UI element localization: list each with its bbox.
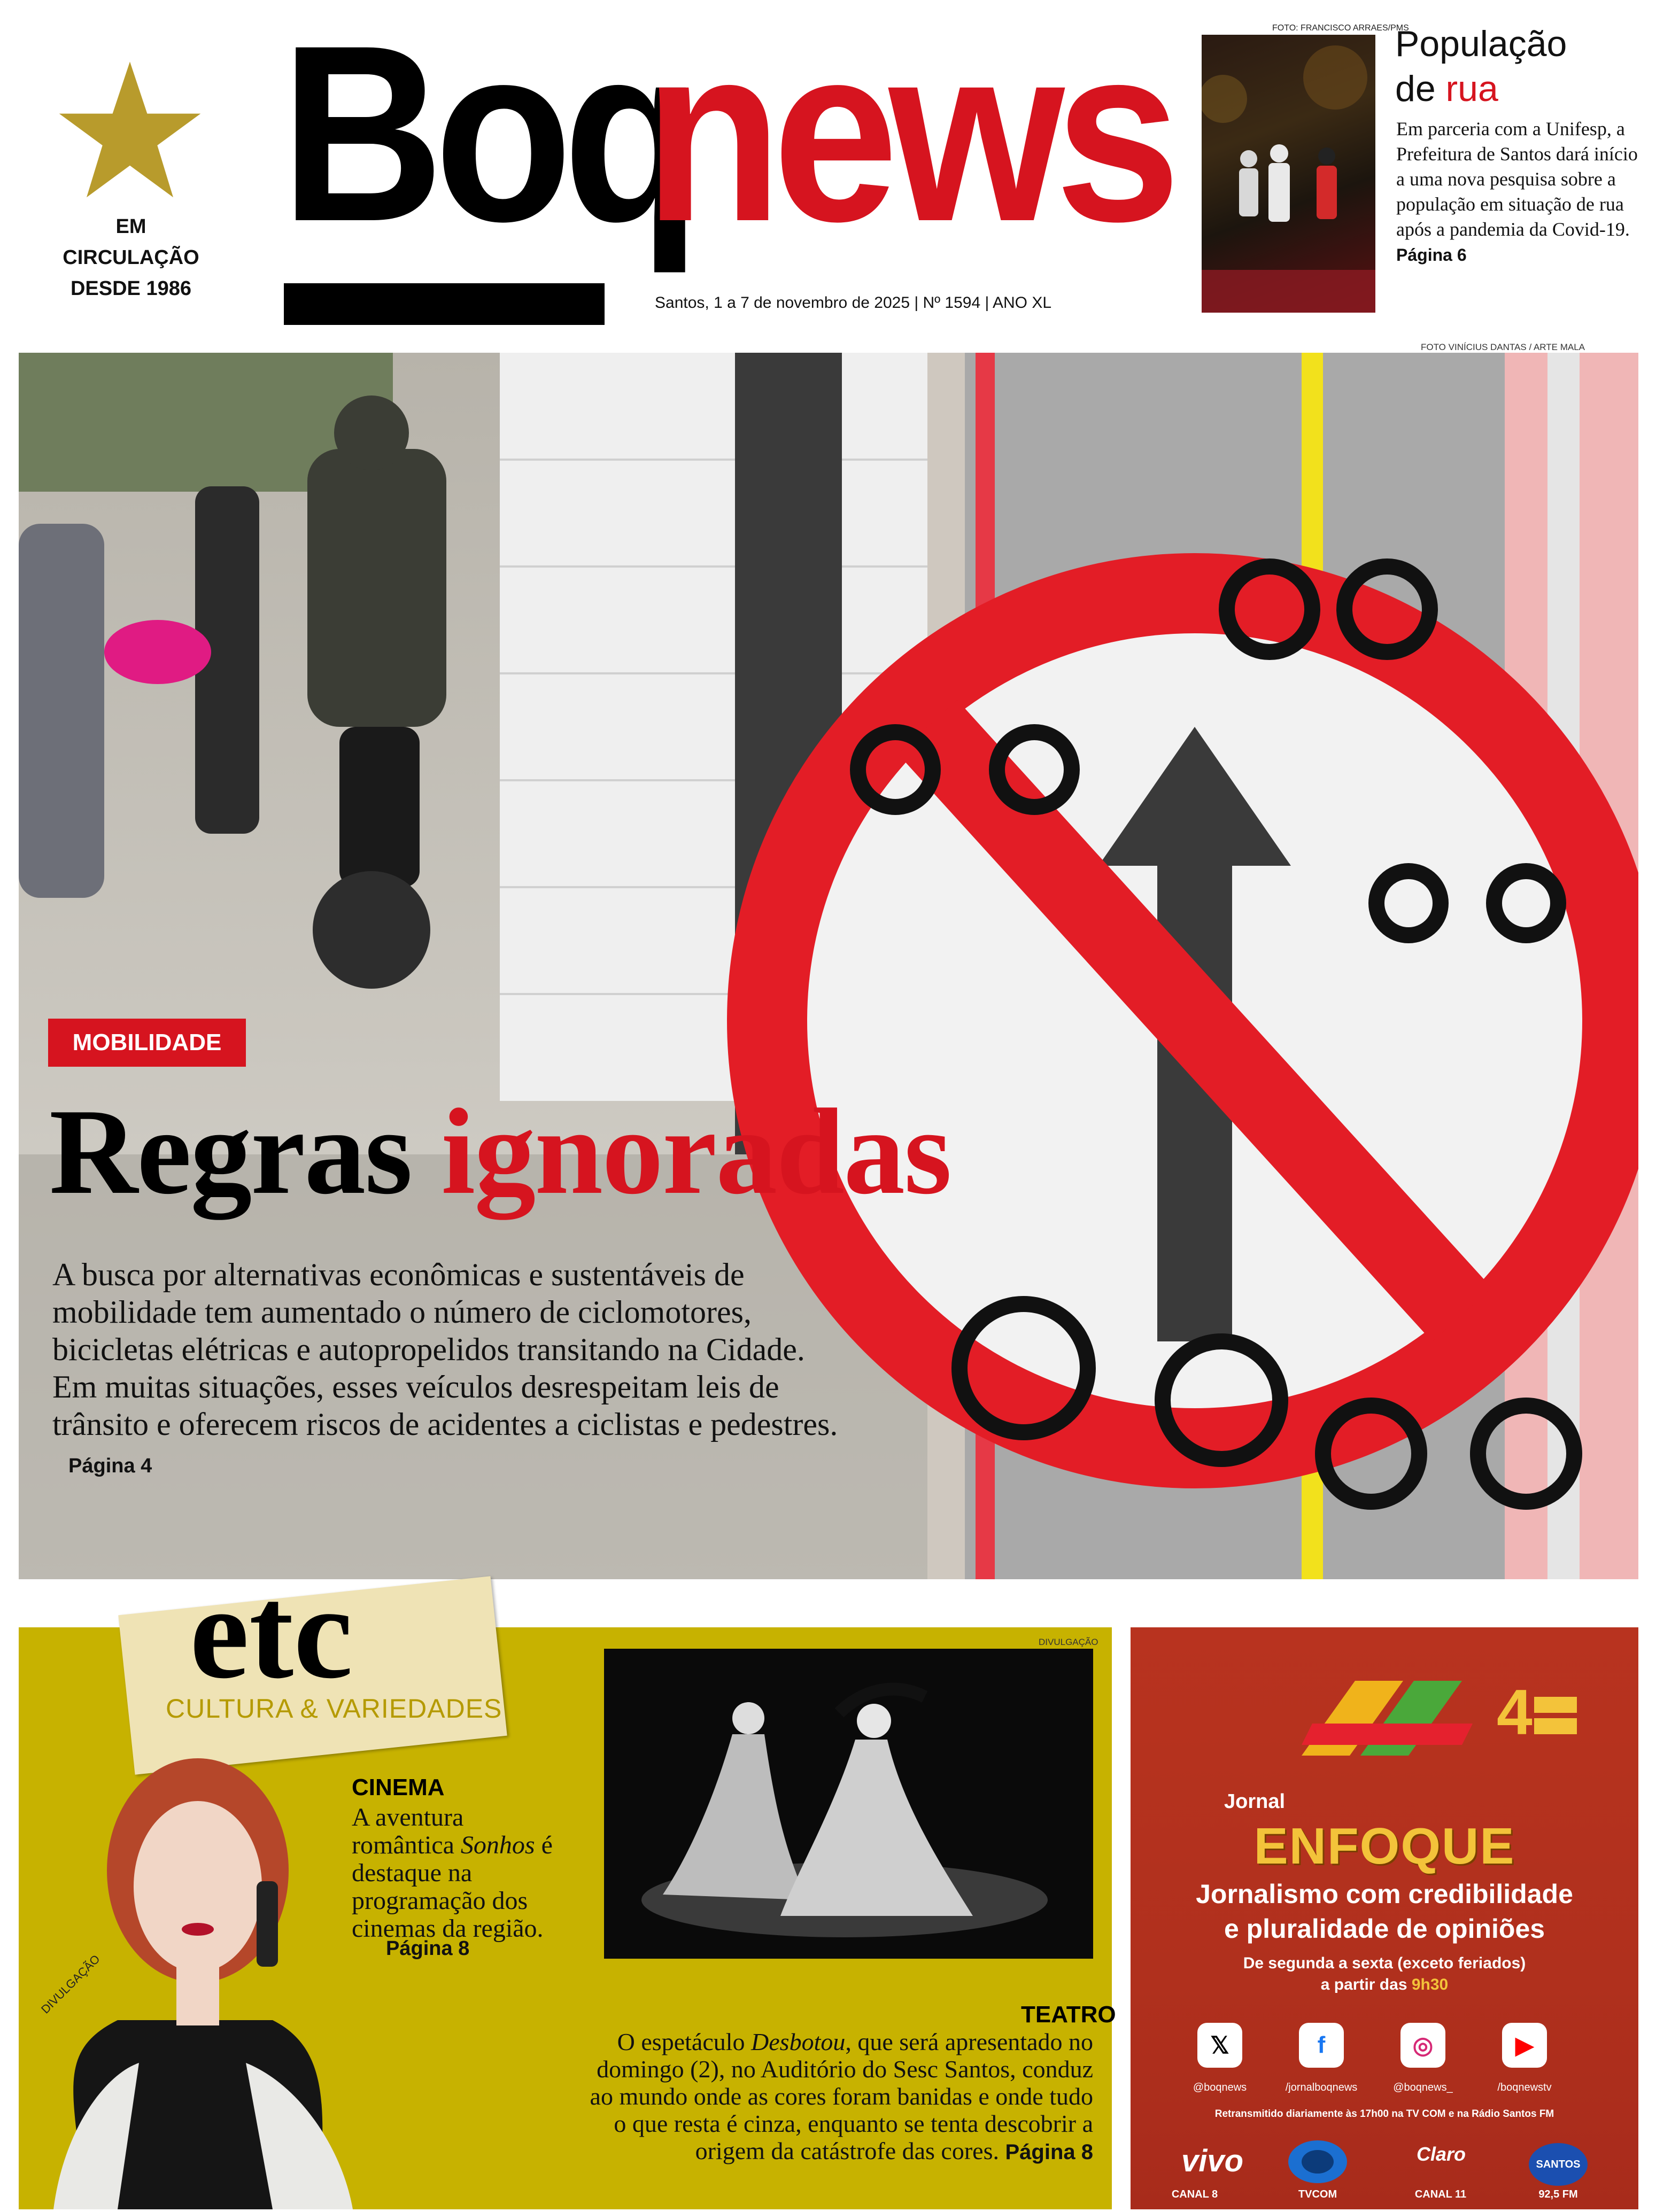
since-line-1: EM CIRCULAÇÃO — [63, 215, 199, 269]
cinema-text — [352, 1804, 566, 1943]
section-tag-mobilidade[interactable]: MOBILIDADE — [48, 1019, 246, 1067]
enfoque-emblem-icon — [1280, 1659, 1505, 1782]
ad-retransmission: Retransmitido diariamente às 17h00 na TV COM e na Rádio Santos FM — [1214, 2108, 1554, 2120]
main-page-link[interactable]: Página 4 — [68, 1455, 152, 1477]
cinema-title: Sonhos — [460, 1831, 535, 1859]
ad-time-value: 9h30 — [1411, 1976, 1449, 1993]
teaser-text — [1396, 117, 1642, 268]
cinema-text-post: é destaque na programação dos cinemas da região. — [352, 1831, 553, 1943]
logo-bar — [284, 283, 605, 325]
instagram-icon[interactable]: ◎ — [1400, 2023, 1445, 2068]
etc-logo: etc — [190, 1558, 353, 1706]
star-icon — [58, 59, 202, 203]
facebook-icon[interactable]: f — [1299, 2023, 1344, 2068]
teatro-page-link[interactable]: Página 8 — [1005, 2140, 1093, 2164]
handle-x[interactable]: @boqnews — [1193, 2082, 1247, 2093]
circulation-since — [48, 211, 214, 304]
svg-text:4: 4 — [1497, 1677, 1533, 1748]
santos-fm-logo: SANTOS — [1529, 2143, 1588, 2186]
teaser-photo[interactable] — [1202, 35, 1375, 313]
teaser-page-link[interactable]: Página 6 — [1396, 245, 1467, 265]
main-lede — [52, 1256, 838, 1485]
teaser-title-red: rua — [1445, 68, 1498, 109]
etc-subtitle: CULTURA & VARIEDADES — [166, 1694, 502, 1724]
teaser-title[interactable] — [1395, 21, 1567, 111]
teatro-photo-credit: DIVULGAÇÃO — [1039, 1637, 1098, 1647]
teatro-text-post: , que será apresentado no domingo (2), no Auditório do Sesc Santos, conduz ao mundo onde as cores foram banidas e onde tudo o que resta é cinza, enquanto se tenta descobrir a origem da catástrofe das cores. — [590, 2028, 1093, 2164]
logo-news: news — [644, 0, 1171, 274]
teaser-photo-credit: FOTO: FRANCISCO ARRAES/PMS — [1272, 24, 1409, 33]
ad-brand: ENFOQUE — [1253, 1818, 1515, 1875]
handle-youtube[interactable]: /boqnewstv — [1497, 2082, 1552, 2093]
ad-slogan-line1: Jornalismo com credibilidade — [1196, 1879, 1573, 1909]
tvcom-logo-icon — [1286, 2138, 1350, 2186]
channel-santos-fm: 92,5 FM — [1538, 2188, 1578, 2200]
headline-black: Regras — [49, 1083, 412, 1220]
cinema-photo-credit: DIVULGAÇÃO — [38, 1952, 103, 2016]
edition-line: Santos, 1 a 7 de novembro de 2025 | Nº 1594 | ANO XL — [655, 294, 1052, 312]
main-photo-credit: FOTO VINÍCIUS DANTAS / ARTE MALA — [1421, 342, 1585, 352]
vivo-logo: vivo — [1181, 2144, 1244, 2178]
channel-claro: CANAL 11 — [1414, 2188, 1467, 2200]
cinema-photo[interactable] — [21, 1721, 363, 2209]
teatro-label: TEATRO — [1021, 2001, 1116, 2028]
ad-schedule-time — [1131, 1976, 1638, 1994]
cinema-page-link[interactable]: Página 8 — [386, 1937, 470, 1960]
since-line-2: DESDE 1986 — [70, 277, 191, 300]
cinema-label: CINEMA — [352, 1774, 445, 1800]
handle-facebook[interactable]: /jornalboqnews — [1285, 2082, 1358, 2093]
cinema-text-pre: A aventura romântica — [352, 1803, 464, 1859]
teatro-text — [577, 2028, 1093, 2166]
anniversary-badge-icon — [1486, 1675, 1582, 1756]
teaser-title-line1: População — [1395, 24, 1567, 64]
logo-boq: Boq — [281, 0, 692, 274]
ad-schedule-days: De segunda a sexta (exceto feriados) — [1243, 1954, 1526, 1972]
ad-slogan-line2: e pluralidade de opiniões — [1224, 1914, 1545, 1944]
x-icon[interactable]: 𝕏 — [1197, 2023, 1242, 2068]
claro-logo: Claro — [1417, 2143, 1466, 2165]
channel-tvcom: TVCOM — [1298, 2188, 1337, 2200]
youtube-icon[interactable]: ▶ — [1502, 2023, 1547, 2068]
headline-red: ignoradas — [441, 1083, 951, 1220]
ad-jornal-label: Jornal — [1224, 1790, 1286, 1813]
enfoque-ad[interactable] — [1131, 1627, 1638, 2209]
teatro-text-pre: O espetáculo — [617, 2028, 752, 2055]
lede-text: A busca por alternativas econômicas e sustentáveis de mobilidade tem aumentado o número de ciclomotores, bicicletas elétricas e autopropelidos transitando na Cidade. Em muitas situações, esses veículos desrespeitam leis de trânsito e oferecem riscos de acidentes a ciclistas e pedestres. — [52, 1257, 838, 1442]
ad-time-pre: a partir das — [1320, 1976, 1412, 1993]
handle-instagram[interactable]: @boqnews_ — [1393, 2082, 1453, 2093]
teaser-body: Em parceria com a Unifesp, a Prefeitura de Santos dará início a uma nova pesquisa sobre a população em situação de rua após a pandemia da Covid-19. — [1396, 118, 1638, 240]
teaser-title-pre: de — [1395, 68, 1446, 109]
main-headline[interactable] — [49, 1085, 951, 1218]
teatro-title: Desbotou — [751, 2028, 846, 2055]
teatro-photo[interactable] — [604, 1649, 1093, 1959]
channel-vivo: CANAL 8 — [1171, 2188, 1218, 2200]
